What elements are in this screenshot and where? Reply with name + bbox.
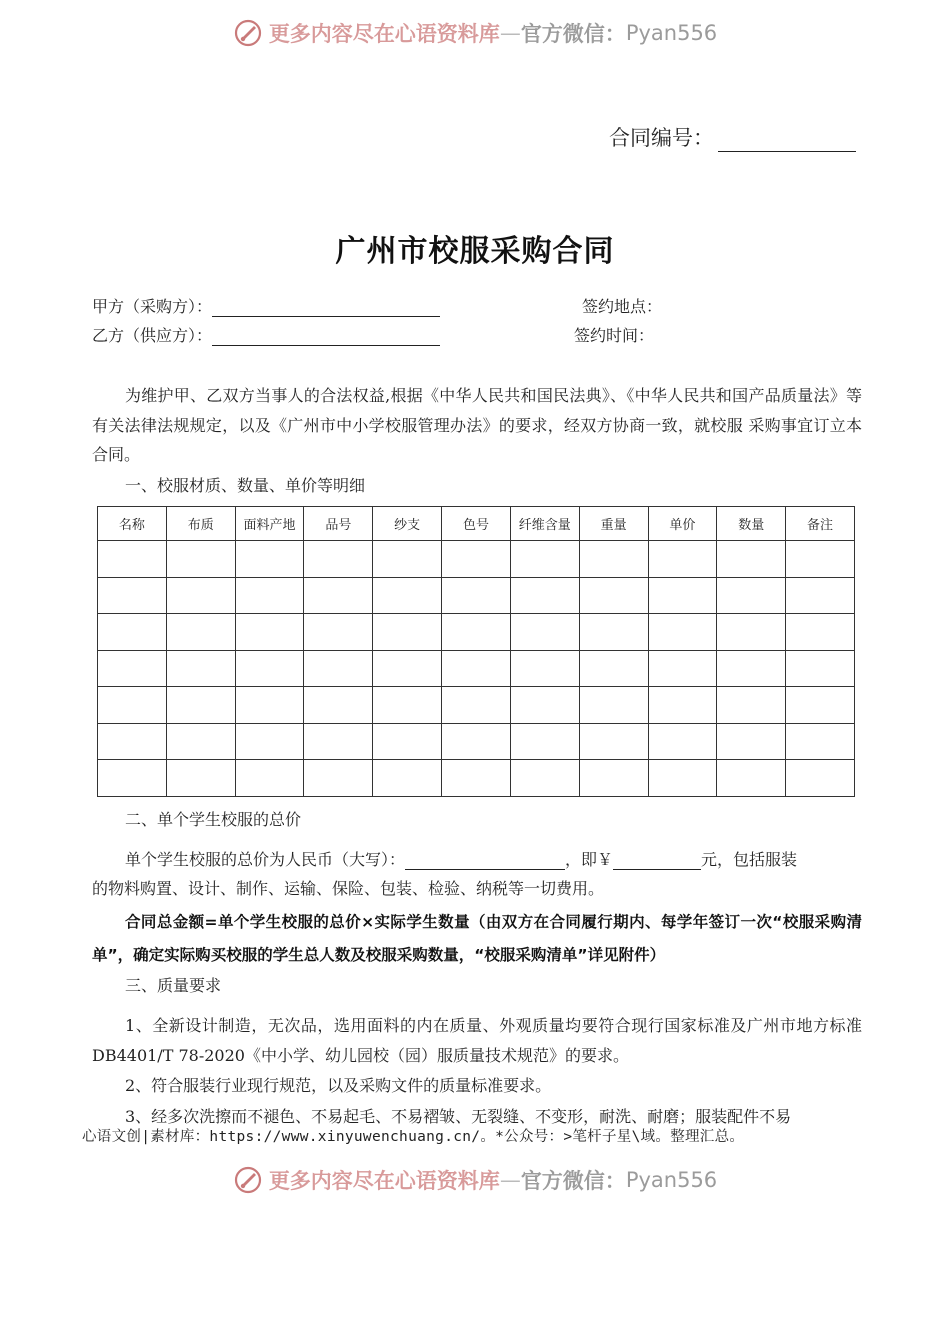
col-header: 重量 — [579, 507, 648, 541]
table-cell[interactable] — [579, 650, 648, 687]
table-cell[interactable] — [510, 541, 579, 578]
party-b-field — [92, 323, 440, 346]
table-cell[interactable] — [648, 687, 717, 724]
table-cell[interactable] — [98, 687, 167, 724]
banner-wechat-label: 官方微信： — [520, 1169, 626, 1193]
party-b-label: 乙方（供应方）： — [92, 326, 213, 345]
party-a-blank[interactable] — [212, 298, 440, 317]
table-cell[interactable] — [235, 577, 304, 614]
table-cell[interactable] — [304, 614, 373, 651]
quality-item-1: 1、全新设计制造，无次品，选用面料的内在质量、外观质量均要符合现行国家标准及广州市地方标准 DB4401/T 78-2020《中小学、幼儿园校（园）服质量技术规范》的要求。 — [92, 1016, 862, 1065]
table-row — [98, 687, 855, 724]
table-cell[interactable] — [166, 687, 235, 724]
table-cell[interactable] — [579, 614, 648, 651]
table-cell[interactable] — [442, 577, 511, 614]
table-body — [98, 541, 855, 797]
table-cell[interactable] — [235, 650, 304, 687]
table-cell[interactable] — [304, 577, 373, 614]
table-cell[interactable] — [166, 577, 235, 614]
table-cell[interactable] — [717, 614, 786, 651]
price-line-2: 的物料购置、设计、制作、运输、保险、包装、检验、纳税等一切费用。 — [92, 879, 605, 898]
col-header: 色号 — [442, 507, 511, 541]
table-cell[interactable] — [373, 760, 442, 797]
col-header: 面料产地 — [235, 507, 304, 541]
col-header: 品号 — [304, 507, 373, 541]
brush-logo-icon — [233, 18, 263, 48]
table-cell[interactable] — [717, 723, 786, 760]
table-header-row — [98, 507, 855, 541]
table-cell[interactable] — [166, 541, 235, 578]
table-cell[interactable] — [235, 760, 304, 797]
table-row — [98, 760, 855, 797]
table-cell[interactable] — [442, 687, 511, 724]
table-cell[interactable] — [98, 541, 167, 578]
table-cell[interactable] — [786, 760, 855, 797]
col-header: 纱支 — [373, 507, 442, 541]
table-cell[interactable] — [98, 614, 167, 651]
table-cell[interactable] — [98, 723, 167, 760]
table-cell[interactable] — [166, 614, 235, 651]
table-cell[interactable] — [717, 650, 786, 687]
price-line — [125, 847, 797, 870]
price-number-blank[interactable] — [613, 851, 701, 870]
table-cell[interactable] — [235, 687, 304, 724]
table-cell[interactable] — [648, 760, 717, 797]
brush-logo-icon — [233, 1165, 263, 1195]
table-cell[interactable] — [304, 760, 373, 797]
table-cell[interactable] — [510, 687, 579, 724]
table-cell[interactable] — [579, 687, 648, 724]
table-cell[interactable] — [98, 577, 167, 614]
price-label-b: ，即￥ — [565, 850, 614, 869]
table-cell[interactable] — [235, 723, 304, 760]
col-header: 纤维含量 — [510, 507, 579, 541]
table-cell[interactable] — [510, 577, 579, 614]
table-row — [98, 650, 855, 687]
table-cell[interactable] — [442, 650, 511, 687]
intro-paragraph: 为维护甲、乙双方当事人的合法权益,根据《中华人民共和国民法典》、《中华人民共和国产品质量法》等有关法律法规规定，以及《广州市中小学校服管理办法》的要求，经双方协商一致，就校服 采购事宜订立本合同。 — [92, 386, 862, 464]
table-cell[interactable] — [373, 614, 442, 651]
sign-place-label: 签约地点： — [582, 297, 663, 316]
table-cell[interactable] — [579, 760, 648, 797]
col-header: 名称 — [98, 507, 167, 541]
table-cell[interactable] — [510, 614, 579, 651]
col-header: 布质 — [166, 507, 235, 541]
spec-table — [97, 506, 855, 797]
section2-heading: 二、单个学生校服的总价 — [125, 810, 302, 829]
footer-note: 心语文创|素材库：https://www.xinyuwenchuang.cn/。*公众号：>笔杆子星\域。整理汇总。 — [82, 1129, 745, 1145]
table-cell[interactable] — [166, 650, 235, 687]
table-cell[interactable] — [98, 650, 167, 687]
total-amount-text: 合同总金额=单个学生校服的总价×实际学生数量（由双方在合同履行期内、每学年签订一次“校服采购清单”，确定实际购买校服的学生总人数及校服采购数量，“校服采购清单”详见附件） — [92, 913, 862, 964]
table-cell[interactable] — [442, 541, 511, 578]
table-cell[interactable] — [510, 723, 579, 760]
table-cell[interactable] — [166, 760, 235, 797]
table-cell[interactable] — [579, 541, 648, 578]
table-cell[interactable] — [579, 577, 648, 614]
table-cell[interactable] — [648, 650, 717, 687]
price-words-blank[interactable] — [405, 851, 565, 870]
table-cell[interactable] — [786, 723, 855, 760]
section3-heading: 三、质量要求 — [125, 976, 222, 995]
table-cell[interactable] — [648, 541, 717, 578]
table-cell[interactable] — [235, 541, 304, 578]
banner-main-text: 更多内容尽在心语资料库 — [268, 1169, 500, 1193]
contract-number-label: 合同编号： — [609, 126, 714, 150]
table-row — [98, 541, 855, 578]
banner-wechat-label: 官方微信： — [520, 22, 626, 46]
table-cell[interactable] — [166, 723, 235, 760]
col-header: 单价 — [648, 507, 717, 541]
table-cell[interactable] — [442, 760, 511, 797]
top-banner — [0, 18, 950, 48]
table-cell[interactable] — [786, 614, 855, 651]
table-cell[interactable] — [717, 687, 786, 724]
table-cell[interactable] — [648, 614, 717, 651]
table-cell[interactable] — [786, 650, 855, 687]
table-cell[interactable] — [717, 577, 786, 614]
table-cell[interactable] — [717, 541, 786, 578]
table-cell[interactable] — [373, 723, 442, 760]
table-cell[interactable] — [373, 541, 442, 578]
section1-heading: 一、校服材质、数量、单价等明细 — [125, 476, 366, 495]
quality-item-3: 3、经多次洗擦而不褪色、不易起毛、不易褶皱、无裂缝、不变形，耐洗、耐磨；服装配件不易 — [125, 1107, 792, 1126]
table-cell[interactable] — [304, 723, 373, 760]
table-cell[interactable] — [786, 541, 855, 578]
page-title: 广州市校服采购合同 — [335, 234, 615, 269]
col-header: 备注 — [786, 507, 855, 541]
bottom-banner — [0, 1165, 950, 1195]
table-cell[interactable] — [235, 614, 304, 651]
party-a-field — [92, 294, 440, 317]
quality-item-2: 2、符合服装行业现行规范，以及采购文件的质量标准要求。 — [125, 1076, 552, 1095]
banner-wechat-id: Pyan556 — [625, 21, 718, 45]
table-row — [98, 614, 855, 651]
table-cell[interactable] — [442, 614, 511, 651]
table-cell[interactable] — [373, 687, 442, 724]
table-cell[interactable] — [373, 650, 442, 687]
table-cell[interactable] — [98, 760, 167, 797]
table-cell[interactable] — [304, 687, 373, 724]
party-a-label: 甲方（采购方）： — [92, 297, 213, 316]
table-cell[interactable] — [510, 650, 579, 687]
contract-number — [609, 122, 856, 152]
table-row — [98, 723, 855, 760]
table-cell[interactable] — [648, 577, 717, 614]
table-cell[interactable] — [648, 723, 717, 760]
price-label-c: 元，包括服装 — [701, 850, 798, 869]
table-cell[interactable] — [717, 760, 786, 797]
banner-separator: — — [499, 21, 521, 45]
table-cell[interactable] — [579, 723, 648, 760]
price-label-a: 单个学生校服的总价为人民币（大写）： — [125, 850, 406, 869]
table-cell[interactable] — [786, 577, 855, 614]
table-row — [98, 577, 855, 614]
contract-number-blank[interactable] — [718, 129, 856, 152]
table-cell[interactable] — [304, 650, 373, 687]
table-cell[interactable] — [442, 723, 511, 760]
table-cell[interactable] — [786, 687, 855, 724]
table-cell[interactable] — [373, 577, 442, 614]
banner-main-text: 更多内容尽在心语资料库 — [268, 22, 500, 46]
col-header: 数量 — [717, 507, 786, 541]
party-b-blank[interactable] — [212, 327, 440, 346]
table-cell[interactable] — [510, 760, 579, 797]
banner-wechat-id: Pyan556 — [625, 1168, 718, 1192]
sign-time-label: 签约时间： — [574, 326, 655, 345]
table-cell[interactable] — [304, 541, 373, 578]
banner-separator: — — [499, 1168, 521, 1192]
